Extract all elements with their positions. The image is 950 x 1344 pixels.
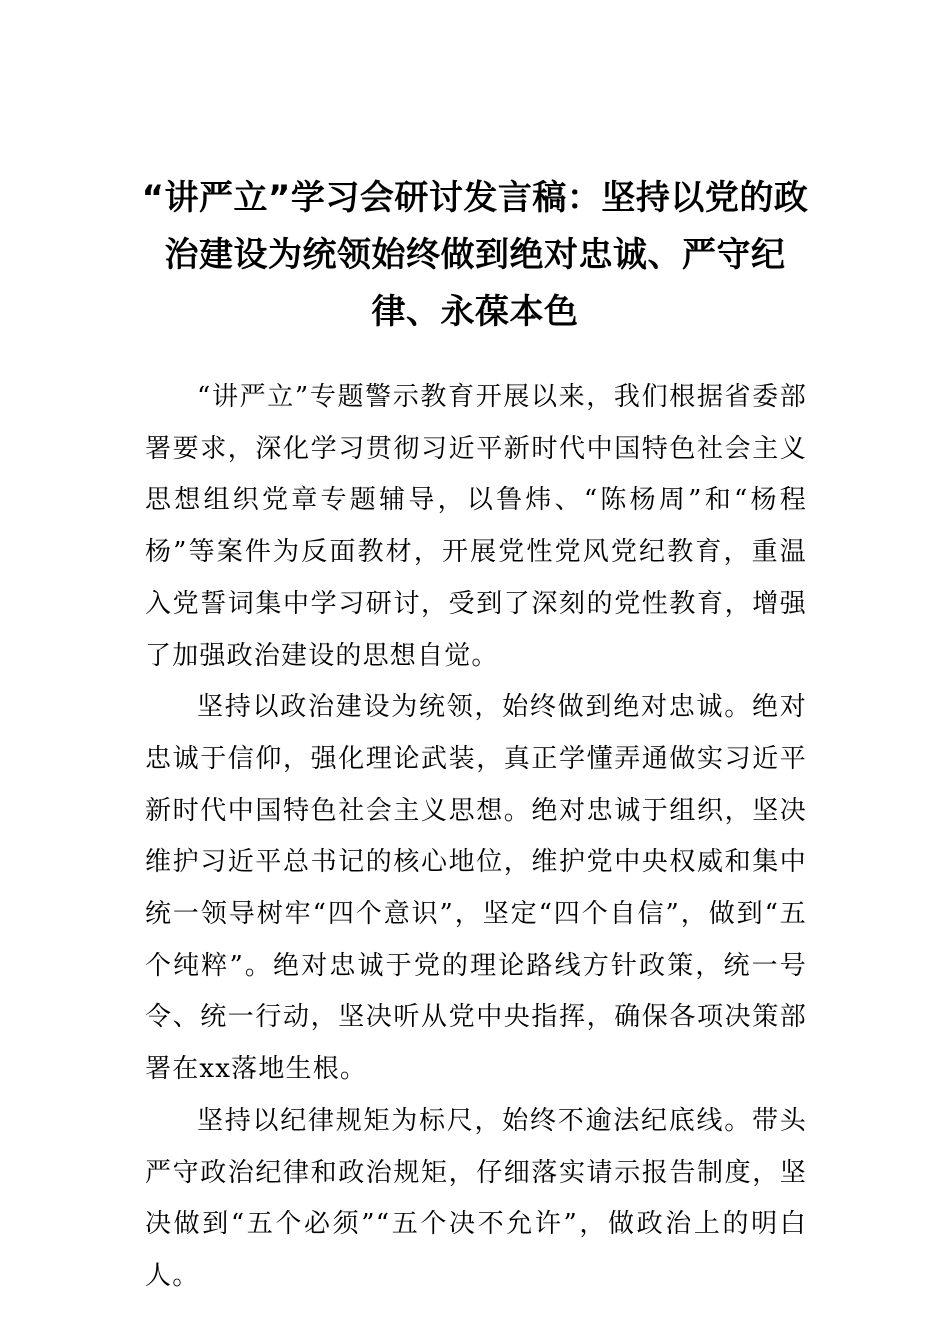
document-title: “讲严立”学习会研讨发言稿：坚持以党的政治建设为统领始终做到绝对忠诚、严守纪律、永葆本色 xyxy=(141,178,809,332)
paragraph-intro: “讲严立”专题警示教育开展以来，我们根据省委部署要求，深化学习贯彻习近平新时代中国特色社会主义思想组织党章专题辅导，以鲁炜、“陈杨周”和“杨程杨”等案件为反面教材，开展党性党风党纪教育，重温入党誓词集中学习研讨，受到了深刻的党性教育，增强了加强政治建设的思想自觉。 xyxy=(145,382,807,671)
document-body xyxy=(145,372,807,1303)
paragraph-political-building: 坚持以政治建设为统领，始终做到绝对忠诚。绝对忠诚于信仰，强化理论武装，真正学懂弄通做实习近平新时代中国特色社会主义思想。绝对忠诚于组织，坚决维护习近平总书记的核心地位，维护党中央权威和集中统一领导树牢“四个意识”，坚定“四个自信”，做到“五个纯粹”。绝对忠诚于党的理论路线方针政策，统一号令、统一行动，坚决听从党中央指挥，确保各项决策部署在xx落地生根。 xyxy=(145,692,807,1085)
paragraph-discipline: 坚持以纪律规矩为标尺，始终不逾法纪底线。带头严守政治纪律和政治规矩，仔细落实请示报告制度，坚决做到“五个必须”“五个决不允许”，做政治上的明白人。 xyxy=(145,1105,807,1291)
